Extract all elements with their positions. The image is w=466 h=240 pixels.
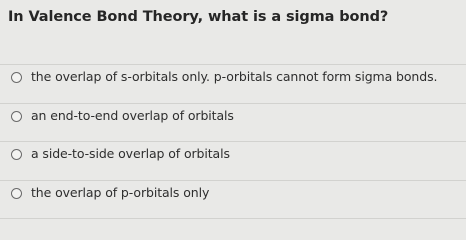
answer-option-4[interactable] (0, 180, 466, 220)
answer-option-label: an end-to-end overlap of orbitals (31, 107, 234, 123)
question-text: In Valence Bond Theory, what is a sigma bond? (8, 9, 389, 25)
answer-options (0, 64, 466, 219)
answer-option-1[interactable] (0, 64, 466, 103)
answer-option-2[interactable] (0, 103, 466, 142)
answer-option-label: the overlap of s-orbitals only. p-orbitals cannot form sigma bonds. (31, 69, 438, 84)
answer-option-label: the overlap of p-orbitals only (31, 184, 210, 200)
radio-button-icon[interactable] (11, 72, 22, 83)
answer-option-3[interactable] (0, 141, 466, 180)
radio-button-icon[interactable] (11, 111, 22, 122)
radio-button-icon[interactable] (11, 149, 22, 160)
radio-button-icon[interactable] (11, 188, 22, 199)
answer-option-label: a side-to-side overlap of orbitals (31, 146, 230, 161)
